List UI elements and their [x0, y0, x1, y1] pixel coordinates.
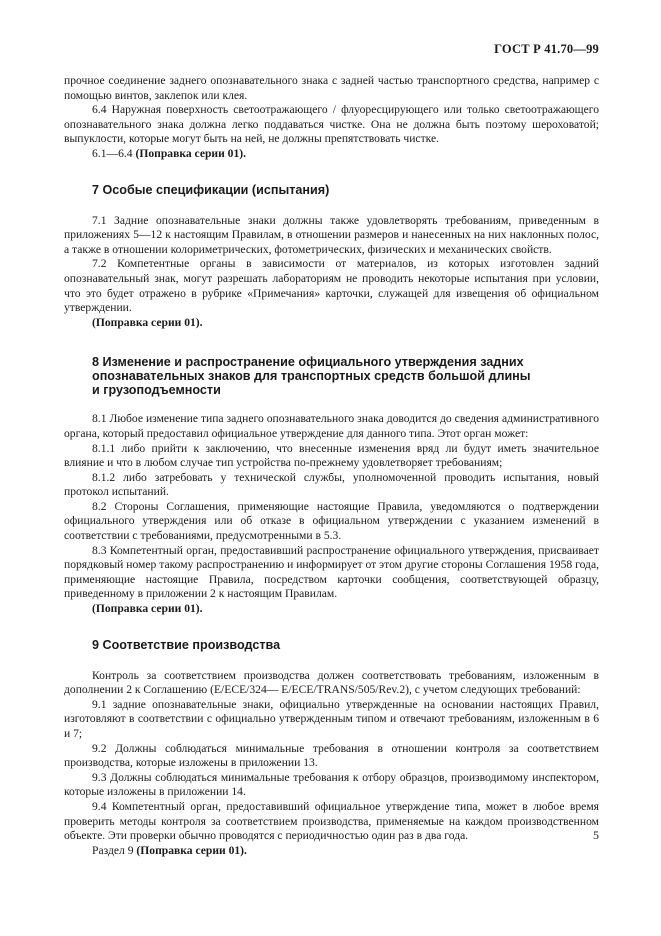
paragraph-8-2: 8.2 Стороны Соглашения, применяющие настоящие Правила, уведомляются о подтверждении официального утверждения или об отказе в официальном утверждении с указанием изменений в соответствии с требованиями, предусмотренными в 5.3. [64, 499, 599, 543]
section-8-title-line-3: и грузоподъемности [92, 383, 221, 398]
paragraph-9-2: 9.2 Должны соблюдаться минимальные требования в отношении контроля за соответствием производства, которые изложены в приложении 13. [64, 741, 599, 770]
amendment-note-7: (Поправка серии 01). [92, 315, 203, 329]
paragraph-9-intro: Контроль за соответствием производства должен соответствовать требованиям, изложенным в дополнении 2 к Соглашению (E/ECE/324— E/ECE/TRANS/505/Rev.2), с учетом следующих требований: [64, 668, 599, 697]
section-8-title-line-2: опознавательных знаков для транспортных средств большой длины [92, 369, 531, 384]
paragraph-9-4: 9.4 Компетентный орган, предоставивший официальное утверждение типа, может в любое время проверить методы контроля за соответствием производства, применяемые на каждом производственном объекте. Эти проверки обычно проводятся с периодичностью один раз в два года. [64, 799, 599, 843]
amendment-bold: (Поправка серии 01). [136, 843, 247, 857]
section-8-title-line-1: 8 Изменение и распространение официального утверждения задних [92, 355, 524, 370]
page-number: 5 [593, 828, 599, 842]
paragraph-7-1: 7.1 Задние опознавательные знаки должны также удовлетворять требованиям, приведенным в приложениях 5—12 к настоящим Правилам, в отношении размеров и нанесенных на них наклонных полос, а также в отношении колориметрических, фотометрических, физических и механических свойств. [64, 213, 599, 256]
paragraph-7-2: 7.2 Компетентные органы в зависимости от материалов, из которых изготовлен задний опознавательный знак, могут разрешать лабораториям не проводить некоторые испытания при условии, что это будет отражено в рубрике «Примечания» карточки, служащей для извещения об официальном утверждении. [64, 257, 599, 315]
paragraph-6-3-cont: прочное соединение заднего опознавательного знака с задней частью транспортного средства, например с помощью винтов, заклепок или клея. [64, 74, 599, 102]
amendment-note-9 [64, 844, 599, 859]
document-header: ГОСТ Р 41.70—99 [494, 42, 599, 56]
paragraph-8-1-2: 8.1.2 либо затребовать у технической службы, уполномоченной проводить испытания, новый протокол испытаний. [64, 470, 599, 499]
section-7-title: 7 Особые спецификации (испытания) [92, 182, 330, 197]
paragraph-9-1: 9.1 задние опознавательные знаки, официально утвержденные на основании настоящих Правил, изготовляют в соответствии с официально утвержденным типом и отвечают требованиям, изложенным в 6 и 7; [64, 697, 599, 740]
section-8-title [64, 355, 599, 397]
amendment-note-6 [64, 147, 599, 162]
paragraph-6-4: 6.4 Наружная поверхность светоотражающего / флуоресцирующего или только светоотражающего опознавательного знака должна легко поддаваться чистке. Она не должна быть поэтому шероховатой; выпуклости, которые могут быть на ней, не должны препятствовать чистке. [64, 103, 599, 146]
amendment-ref: Раздел 9 [92, 843, 137, 857]
amendment-ref: 6.1—6.4 [92, 146, 136, 160]
page-content [64, 74, 599, 858]
section-9-title: 9 Соответствие производства [92, 637, 281, 652]
amendment-bold: (Поправка серии 01). [135, 146, 247, 160]
paragraph-8-1: 8.1 Любое изменение типа заднего опознавательного знака доводится до сведения административного органа, который предоставил официальное утверждение для данного типа. Этот орган может: [64, 412, 599, 440]
amendment-note-8: (Поправка серии 01). [92, 602, 203, 616]
paragraph-9-3: 9.3 Должны соблюдаться минимальные требования к отбору образцов, производимому инспектором, которые изложены в приложении 14. [64, 770, 599, 799]
paragraph-8-1-1: 8.1.1 либо прийти к заключению, что внесенные изменения вряд ли будут иметь значительное влияние и что в любом случае тип устройства по-прежнему удовлетворяет требованиям; [64, 441, 599, 470]
paragraph-8-3: 8.3 Компетентный орган, предоставивший распространение официального утверждения, присваивает порядковый номер такому распространению и информирует от этом другие стороны Соглашения 1958 года, применяющие настоящие Правила, посредством карточки сообщения, соответствующей образцу, приведенному в приложении 2 к настоящим Правилам. [64, 543, 599, 601]
